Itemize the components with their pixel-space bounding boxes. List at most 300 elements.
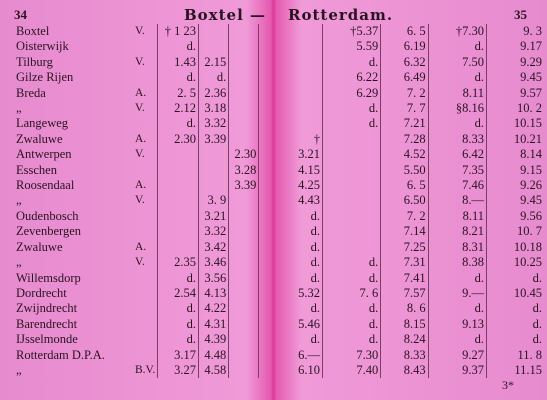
time-cell: 3.21 — [199, 209, 229, 224]
time-cell — [229, 317, 259, 332]
time-cell: 7. 7 — [381, 101, 428, 116]
arrival-departure-mark: V. — [135, 148, 145, 161]
time-cell: 4.43 — [298, 193, 320, 208]
arrival-departure-mark — [133, 286, 158, 301]
time-cell — [259, 224, 264, 239]
time-cell: d. — [428, 39, 486, 54]
timetable-row — [276, 55, 544, 70]
time-cell: 9.29 — [486, 55, 544, 70]
arrival-departure-mark — [133, 116, 158, 131]
time-cell: d. — [310, 224, 320, 239]
timetable-row — [276, 132, 544, 147]
timetable-row — [276, 224, 544, 239]
time-cell: 3.32 — [199, 224, 229, 239]
time-cell: 7.35 — [428, 163, 486, 178]
time-cell: 2.30 — [229, 147, 259, 162]
time-cell: †5.37 — [322, 24, 380, 39]
time-cell: 3.27 — [158, 363, 199, 378]
timetable-row — [276, 86, 544, 101]
arrival-departure-mark — [133, 271, 158, 286]
time-cell — [229, 101, 259, 116]
timetable-row — [276, 255, 544, 270]
time-cell — [158, 193, 199, 208]
time-cell: 10.45 — [486, 286, 544, 301]
time-cell: 1.43 — [158, 55, 199, 70]
station-name: Antwerpen — [16, 147, 72, 162]
station-name: „ — [16, 101, 22, 116]
time-cell: 9.27 — [428, 348, 486, 363]
time-cell: 7.31 — [381, 255, 428, 270]
timetable-row — [14, 255, 264, 270]
time-cell — [229, 116, 259, 131]
time-cell — [199, 24, 229, 39]
time-cell: 9.— — [428, 286, 486, 301]
time-cell: d. — [158, 116, 199, 131]
station-name: Langeweg — [16, 116, 69, 131]
time-cell: d. — [158, 70, 199, 85]
time-cell — [229, 39, 259, 54]
time-cell: 8.33 — [381, 348, 428, 363]
time-cell: 8.43 — [381, 363, 428, 378]
time-cell: d. — [310, 239, 320, 254]
timetable-row — [14, 147, 264, 162]
time-cell — [322, 163, 380, 178]
time-cell: d. — [310, 332, 320, 347]
time-cell: 3.39 — [229, 178, 259, 193]
timetable-row — [14, 240, 264, 255]
arrival-departure-mark: A. — [135, 132, 147, 145]
time-cell: 6. 5 — [381, 178, 428, 193]
timetable-row — [14, 86, 264, 101]
time-cell: d. — [158, 317, 199, 332]
time-cell: 8.— — [428, 193, 486, 208]
timetable-row — [14, 55, 264, 70]
time-cell — [259, 286, 264, 301]
time-cell — [259, 193, 264, 208]
timetable-row — [276, 240, 544, 255]
left-page-number: 34 — [14, 7, 27, 22]
time-cell — [158, 147, 199, 162]
time-cell — [229, 224, 259, 239]
time-cell: 6. 5 — [381, 24, 428, 39]
time-cell: 3.56 — [199, 271, 229, 286]
time-cell — [229, 193, 259, 208]
time-cell — [229, 363, 259, 378]
right-timetable — [276, 24, 544, 378]
time-cell: 3.17 — [158, 348, 199, 363]
timetable-row — [14, 193, 264, 208]
arrival-departure-mark: B.V. — [135, 363, 156, 376]
timetable-row — [276, 271, 544, 286]
time-cell — [276, 86, 322, 101]
timetable-row — [14, 24, 264, 39]
time-cell: d. — [310, 301, 320, 316]
timetable-row — [276, 163, 544, 178]
station-name: Gilze Rijen — [16, 70, 74, 85]
time-cell — [229, 70, 259, 85]
time-cell: 2.36 — [199, 86, 229, 101]
time-cell — [322, 178, 380, 193]
time-cell: d. — [322, 317, 380, 332]
time-cell: d. — [322, 116, 380, 131]
time-cell: 4.13 — [199, 286, 229, 301]
time-cell — [259, 132, 264, 147]
time-cell: 7.25 — [381, 240, 428, 255]
time-cell — [229, 255, 259, 270]
arrival-departure-mark — [133, 163, 158, 178]
station-name: Boxtel — [16, 24, 50, 38]
time-cell: 3.32 — [199, 116, 229, 131]
arrival-departure-mark: V. — [135, 256, 145, 269]
station-name: Roosendaal — [16, 178, 75, 193]
time-cell: 7.46 — [428, 178, 486, 193]
time-cell: 2.35 — [158, 255, 199, 270]
timetable-row — [276, 301, 544, 316]
timetable-row — [276, 317, 544, 332]
right-page — [276, 0, 547, 400]
time-cell — [322, 132, 380, 147]
time-cell: d. — [322, 301, 380, 316]
time-cell: 3.21 — [298, 147, 320, 162]
time-cell — [229, 332, 259, 347]
time-cell: 4.15 — [298, 162, 320, 177]
time-cell: 7.40 — [322, 363, 380, 378]
time-cell — [229, 240, 259, 255]
time-cell — [259, 116, 264, 131]
time-cell — [276, 24, 322, 39]
arrival-departure-mark: V. — [135, 102, 145, 115]
time-cell — [259, 209, 264, 224]
station-name: Barendrecht — [16, 316, 78, 331]
time-cell — [229, 301, 259, 316]
station-name: IJsselmonde — [16, 332, 78, 347]
time-cell: d. — [158, 271, 199, 286]
left-title: Boxtel — — [184, 6, 267, 24]
station-name: Oudenbosch — [16, 208, 79, 223]
time-cell — [229, 132, 259, 147]
time-cell — [259, 39, 264, 54]
time-cell: 4.31 — [199, 317, 229, 332]
time-cell: 8. 6 — [381, 301, 428, 316]
time-cell: † — [313, 131, 320, 146]
time-cell: 9.57 — [486, 86, 544, 101]
time-cell: 7. 2 — [381, 86, 428, 101]
time-cell — [259, 255, 264, 270]
time-cell — [158, 240, 199, 255]
time-cell: 6.29 — [322, 86, 380, 101]
arrival-departure-mark — [133, 332, 158, 347]
time-cell: 8.14 — [486, 147, 544, 162]
time-cell: 2.30 — [158, 132, 199, 147]
timetable-row — [14, 271, 264, 286]
time-cell: d. — [322, 101, 380, 116]
time-cell: 4.52 — [381, 147, 428, 162]
station-name: Breda — [16, 85, 46, 100]
time-cell: 2.54 — [158, 286, 199, 301]
time-cell: 9.15 — [486, 163, 544, 178]
time-cell — [322, 240, 380, 255]
time-cell — [259, 24, 264, 39]
timetable-row — [276, 116, 544, 131]
time-cell: 3.28 — [229, 163, 259, 178]
time-cell — [276, 55, 322, 70]
time-cell: 9.17 — [486, 39, 544, 54]
time-cell: 9. 3 — [486, 24, 544, 39]
time-cell — [259, 147, 264, 162]
time-cell — [259, 348, 264, 363]
time-cell: 10.18 — [486, 240, 544, 255]
time-cell: d. — [322, 255, 380, 270]
time-cell: 9.37 — [428, 363, 486, 378]
timetable-row — [276, 332, 544, 347]
time-cell: d. — [322, 55, 380, 70]
station-name: Zwaluwe — [16, 239, 63, 254]
timetable-row — [14, 209, 264, 224]
time-cell: d. — [310, 270, 320, 285]
time-cell — [259, 101, 264, 116]
time-cell — [259, 240, 264, 255]
time-cell: d. — [310, 208, 320, 223]
time-cell — [322, 209, 380, 224]
time-cell: 7. 6 — [322, 286, 380, 301]
time-cell: 4.25 — [298, 178, 320, 193]
time-cell: 7.57 — [381, 286, 428, 301]
time-cell: 5.50 — [381, 163, 428, 178]
time-cell: d. — [158, 301, 199, 316]
station-name: Dordrecht — [16, 285, 67, 300]
timetable-row — [14, 39, 264, 54]
timetable-row — [14, 132, 264, 147]
time-cell — [229, 209, 259, 224]
time-cell — [276, 101, 322, 116]
timetable-row — [276, 209, 544, 224]
time-cell: 8.11 — [428, 209, 486, 224]
arrival-departure-mark — [133, 348, 158, 363]
time-cell: 4.39 — [199, 332, 229, 347]
timetable-row — [14, 348, 264, 363]
time-cell: d. — [486, 271, 544, 286]
time-cell — [199, 147, 229, 162]
timetable-row — [276, 147, 544, 162]
arrival-departure-mark: A. — [135, 240, 147, 253]
arrival-departure-mark: V. — [135, 55, 145, 68]
time-cell: 11. 8 — [486, 348, 544, 363]
time-cell: 8.24 — [381, 332, 428, 347]
time-cell: 8.21 — [428, 224, 486, 239]
time-cell: d. — [158, 39, 199, 54]
time-cell: d. — [158, 332, 199, 347]
time-cell: 6.10 — [298, 362, 320, 377]
time-cell — [259, 332, 264, 347]
right-page-number: 35 — [514, 7, 527, 22]
time-cell: 5.46 — [298, 316, 320, 331]
station-name: „ — [16, 193, 22, 208]
time-cell: 10. 2 — [486, 101, 544, 116]
time-cell: 6.42 — [428, 147, 486, 162]
time-cell: 4.22 — [199, 301, 229, 316]
time-cell: 6.22 — [322, 70, 380, 85]
time-cell — [199, 178, 229, 193]
time-cell: 7.30 — [322, 348, 380, 363]
time-cell — [259, 55, 264, 70]
time-cell — [276, 70, 322, 85]
time-cell: †7.30 — [428, 24, 486, 39]
time-cell: 6.32 — [381, 55, 428, 70]
timetable-row — [276, 348, 544, 363]
time-cell: 5.32 — [298, 285, 320, 300]
time-cell: 9.26 — [486, 178, 544, 193]
time-cell — [158, 178, 199, 193]
time-cell: 9.13 — [428, 317, 486, 332]
arrival-departure-mark — [133, 39, 158, 54]
time-cell — [229, 348, 259, 363]
time-cell: d. — [199, 70, 229, 85]
time-cell: 9.45 — [486, 193, 544, 208]
arrival-departure-mark: V. — [135, 194, 145, 207]
time-cell: 3.46 — [199, 255, 229, 270]
time-cell: 7.50 — [428, 55, 486, 70]
time-cell: 10. 7 — [486, 224, 544, 239]
time-cell: 2.12 — [158, 101, 199, 116]
time-cell — [259, 363, 264, 378]
timetable-row — [14, 70, 264, 85]
left-timetable — [14, 24, 264, 378]
timetable-row — [14, 178, 264, 193]
time-cell — [229, 55, 259, 70]
timetable-row — [276, 178, 544, 193]
timetable-row — [14, 332, 264, 347]
time-cell: 4.48 — [199, 348, 229, 363]
timetable-row — [276, 286, 544, 301]
arrival-departure-mark — [133, 317, 158, 332]
time-cell: d. — [322, 332, 380, 347]
time-cell: d. — [428, 70, 486, 85]
arrival-departure-mark: V. — [135, 25, 145, 37]
time-cell: 10.25 — [486, 255, 544, 270]
time-cell: 10.21 — [486, 132, 544, 147]
time-cell: d. — [428, 116, 486, 131]
time-cell: d. — [428, 271, 486, 286]
time-cell — [276, 116, 322, 131]
timetable-row — [276, 193, 544, 208]
time-cell — [322, 147, 380, 162]
arrival-departure-mark — [133, 209, 158, 224]
time-cell: 9.45 — [486, 70, 544, 85]
timetable-row — [14, 101, 264, 116]
time-cell: 3.42 — [199, 240, 229, 255]
time-cell — [158, 224, 199, 239]
arrival-departure-mark — [133, 224, 158, 239]
time-cell: 8.38 — [428, 255, 486, 270]
time-cell: 4.58 — [199, 363, 229, 378]
time-cell — [229, 271, 259, 286]
station-name: Tilburg — [16, 54, 53, 69]
time-cell — [259, 178, 264, 193]
arrival-departure-mark — [133, 70, 158, 85]
time-cell — [322, 193, 380, 208]
time-cell — [199, 39, 229, 54]
time-cell — [322, 224, 380, 239]
time-cell: 3.39 — [199, 132, 229, 147]
time-cell — [229, 86, 259, 101]
time-cell: d. — [322, 271, 380, 286]
timetable-row — [276, 101, 544, 116]
time-cell — [158, 163, 199, 178]
time-cell — [229, 286, 259, 301]
time-cell: 6.19 — [381, 39, 428, 54]
time-cell: 2. 5 — [158, 86, 199, 101]
arrival-departure-mark: A. — [135, 179, 147, 192]
timetable-row — [14, 116, 264, 131]
time-cell — [259, 86, 264, 101]
time-cell: 2.15 — [199, 55, 229, 70]
timetable-row — [14, 317, 264, 332]
left-page — [0, 0, 270, 400]
right-title: Rotterdam. — [288, 6, 394, 24]
time-cell: 7.14 — [381, 224, 428, 239]
time-cell: † 1 23 — [158, 24, 199, 39]
time-cell — [259, 163, 264, 178]
time-cell — [158, 209, 199, 224]
time-cell: 8.11 — [428, 86, 486, 101]
time-cell: 8.33 — [428, 132, 486, 147]
station-name: Willemsdorp — [16, 270, 81, 285]
station-name: Rotterdam D.P.A. — [16, 347, 105, 362]
station-name: „ — [16, 362, 22, 377]
time-cell: 7.21 — [381, 116, 428, 131]
time-cell: 6.50 — [381, 193, 428, 208]
timetable-row — [14, 363, 264, 378]
time-cell: d. — [428, 332, 486, 347]
time-cell — [229, 24, 259, 39]
time-cell — [259, 317, 264, 332]
time-cell: d. — [486, 332, 544, 347]
timetable-row — [14, 163, 264, 178]
station-name: „ — [16, 255, 22, 270]
time-cell — [259, 271, 264, 286]
time-cell: §8.16 — [428, 101, 486, 116]
timetable-row — [276, 39, 544, 54]
time-cell: 11.15 — [486, 363, 544, 378]
time-cell: 7. 2 — [381, 209, 428, 224]
time-cell: 9.56 — [486, 209, 544, 224]
time-cell: 5.59 — [322, 39, 380, 54]
time-cell: d. — [486, 301, 544, 316]
time-cell: 3.18 — [199, 101, 229, 116]
time-cell: 3. 9 — [199, 193, 229, 208]
time-cell: d. — [310, 255, 320, 270]
time-cell: 7.28 — [381, 132, 428, 147]
timetable-row — [14, 286, 264, 301]
time-cell — [259, 301, 264, 316]
arrival-departure-mark — [133, 301, 158, 316]
timetable-row — [276, 24, 544, 39]
time-cell: 8.15 — [381, 317, 428, 332]
timetable-row — [14, 301, 264, 316]
station-name: Oisterwijk — [16, 39, 69, 54]
time-cell — [259, 70, 264, 85]
time-cell: 6.— — [298, 347, 320, 362]
time-cell: d. — [428, 301, 486, 316]
time-cell — [276, 39, 322, 54]
timetable-row — [276, 363, 544, 378]
time-cell — [199, 163, 229, 178]
time-cell: 8.31 — [428, 240, 486, 255]
timetable-row — [14, 224, 264, 239]
time-cell: 10.15 — [486, 116, 544, 131]
station-name: Esschen — [16, 162, 57, 177]
signature-mark: 3* — [502, 378, 514, 392]
